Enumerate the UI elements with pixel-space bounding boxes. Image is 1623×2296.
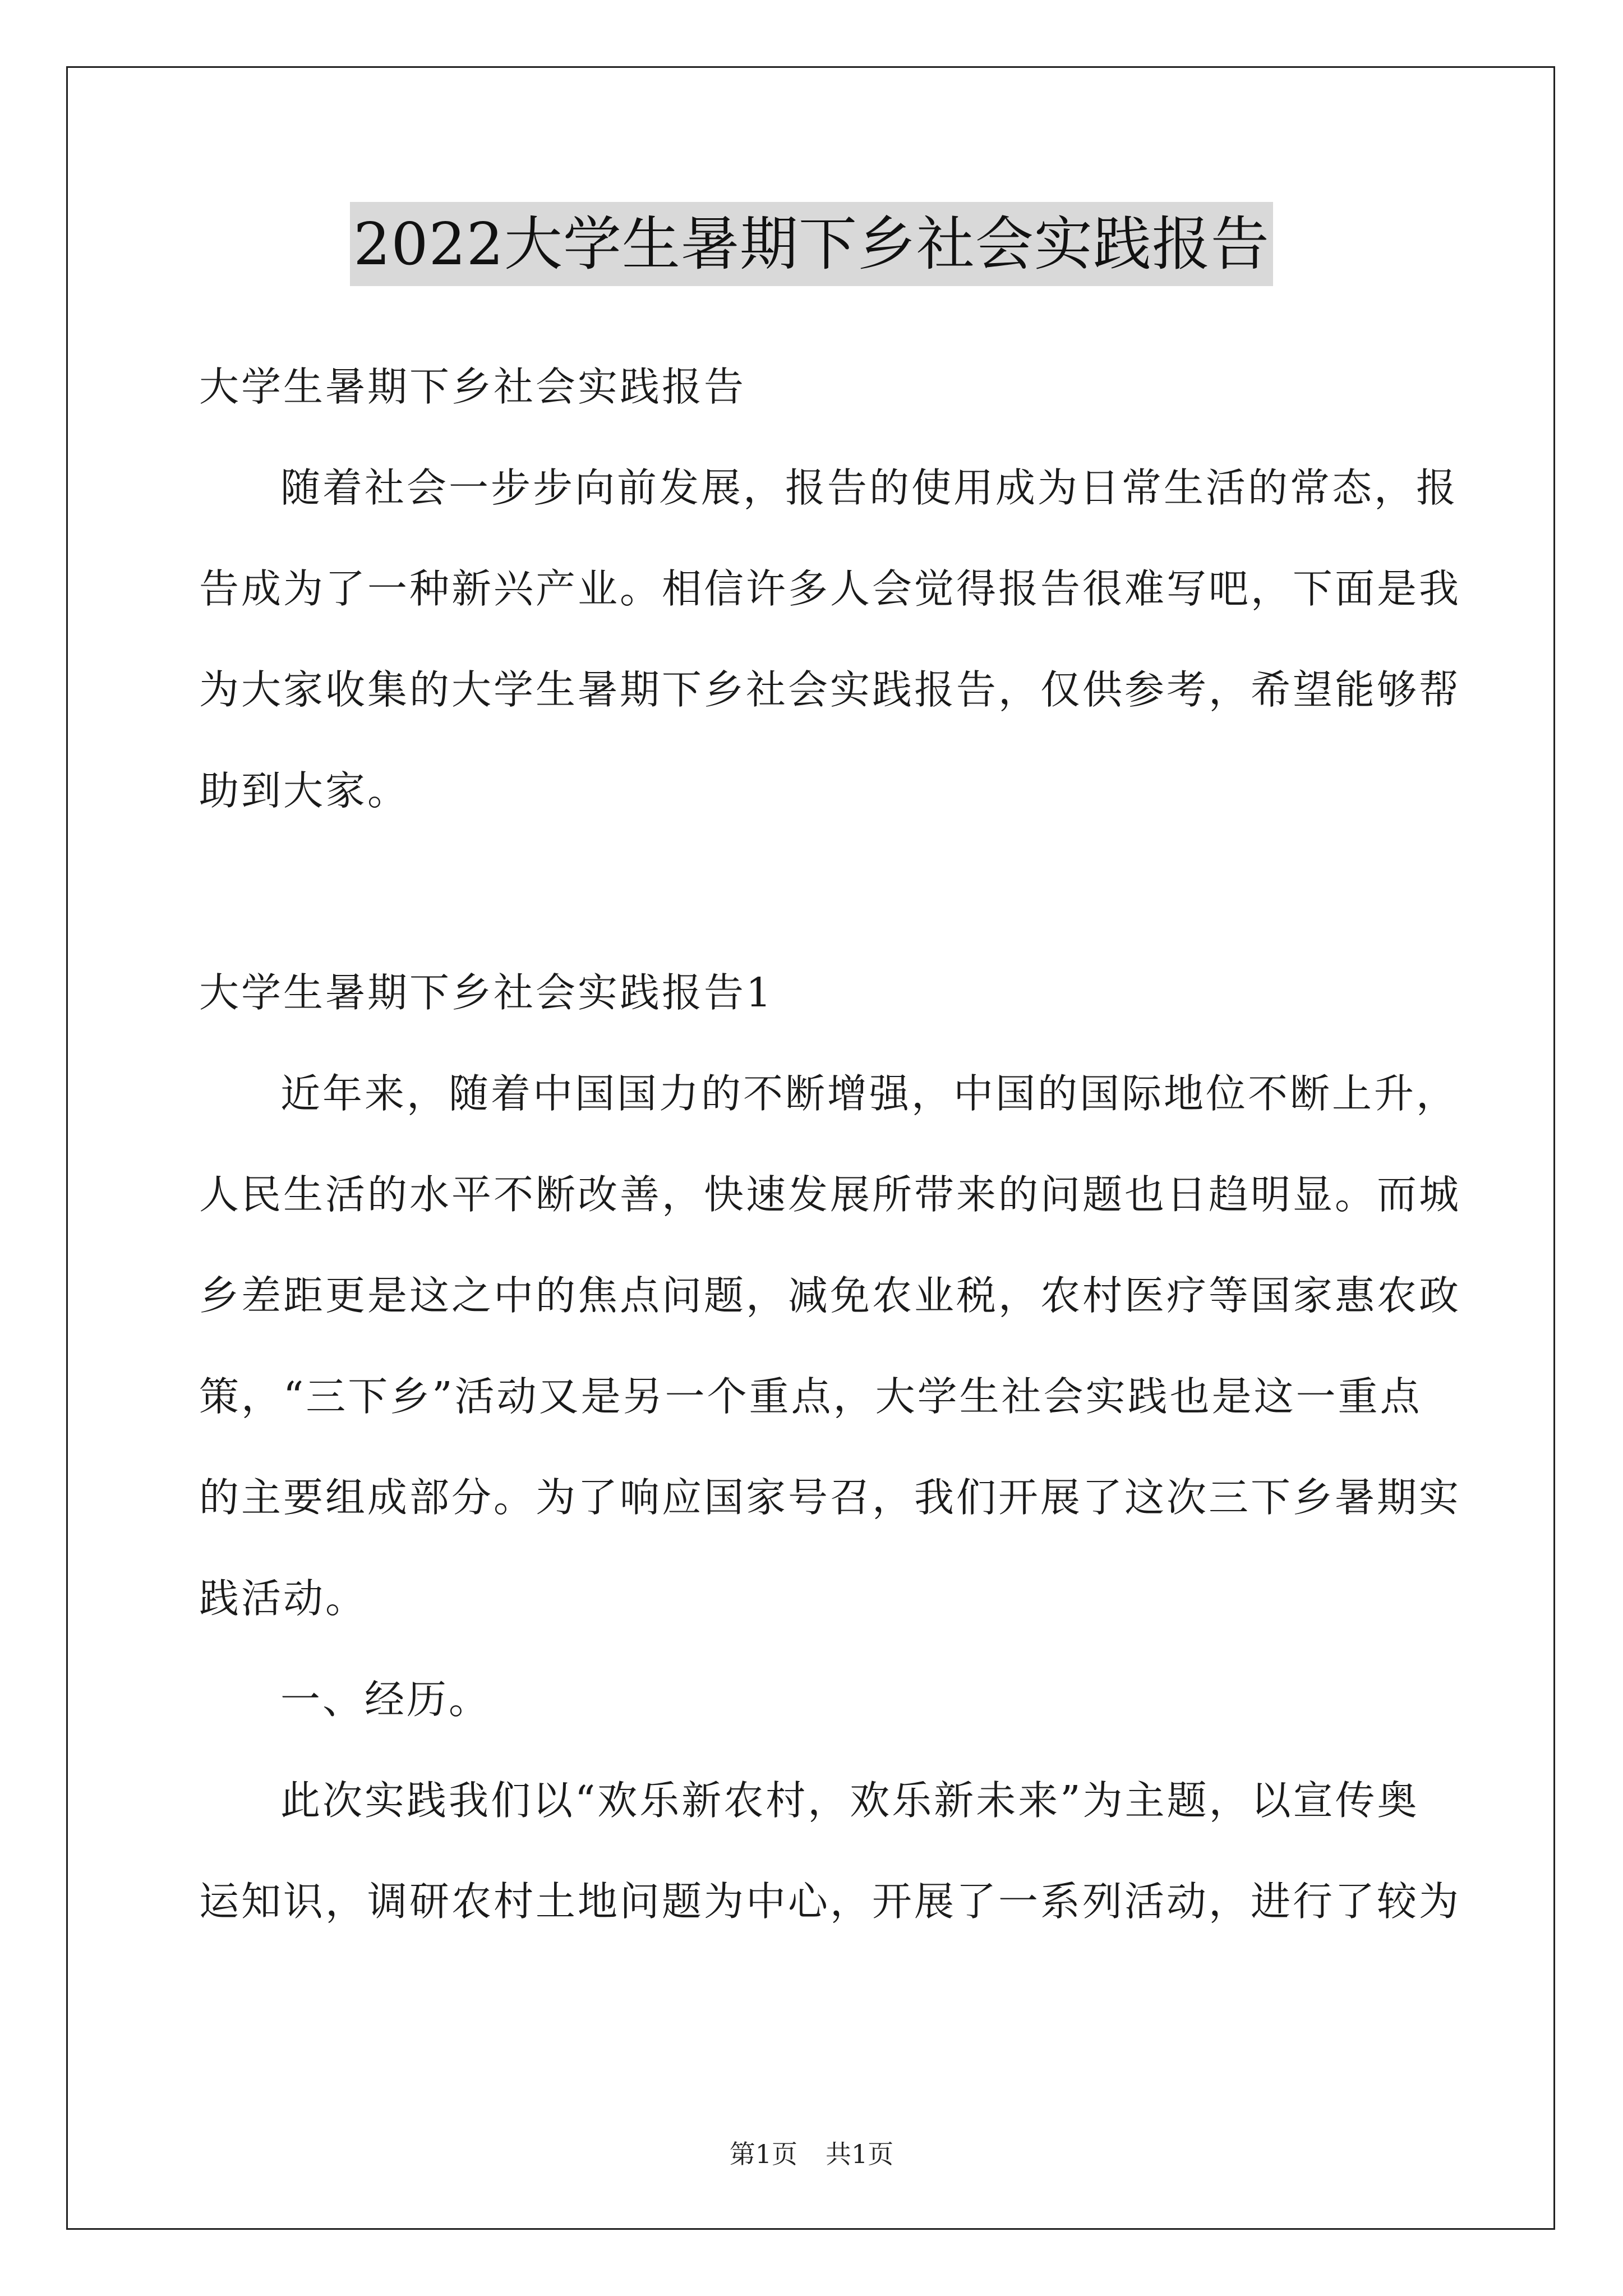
body-line: 助到大家。 [199,767,410,814]
body-line: 大学生暑期下乡社会实践报告1 [199,969,774,1016]
body-line: 践活动。 [199,1575,368,1622]
body-line: 为大家收集的大学生暑期下乡社会实践报告，仅供参考，希望能够帮 [199,666,1461,713]
body-line: 策，“三下乡”活动又是另一个重点，大学生社会实践也是这一重点 [199,1373,1422,1420]
page-footer [0,2137,1623,2171]
title-container [0,202,1623,286]
body-line: 的主要组成部分。为了响应国家号召，我们开展了这次三下乡暑期实 [199,1474,1461,1521]
body-line: 乡差距更是这之中的焦点问题，减免农业税，农村医疗等国家惠农政 [199,1272,1461,1319]
body-line: 运知识，调研农村土地问题为中心，开展了一系列活动，进行了较为 [199,1878,1461,1925]
blank-line [199,841,1433,942]
body-line: 随着社会一步步向前发展，报告的使用成为日常生活的常态，报 [280,464,1459,511]
page-number: 第1页 [729,2139,797,2169]
body-line: 此次实践我们以“欢乐新农村，欢乐新未来”为主题，以宣传奥 [280,1777,1419,1824]
body-line: 告成为了一种新兴产业。相信许多人会觉得报告很难写吧，下面是我 [199,565,1461,612]
body-line: 大学生暑期下乡社会实践报告 [199,364,746,410]
body-line: 人民生活的水平不断改善，快速发展所带来的问题也日趋明显。而城 [199,1171,1461,1218]
document-body [199,337,1461,1952]
body-line: 近年来，随着中国国力的不断增强，中国的国际地位不断上升， [280,1070,1459,1117]
page-total: 共1页 [826,2139,894,2169]
body-line: 一、经历。 [280,1676,491,1723]
document-title: 2022大学生暑期下乡社会实践报告 [350,202,1273,286]
